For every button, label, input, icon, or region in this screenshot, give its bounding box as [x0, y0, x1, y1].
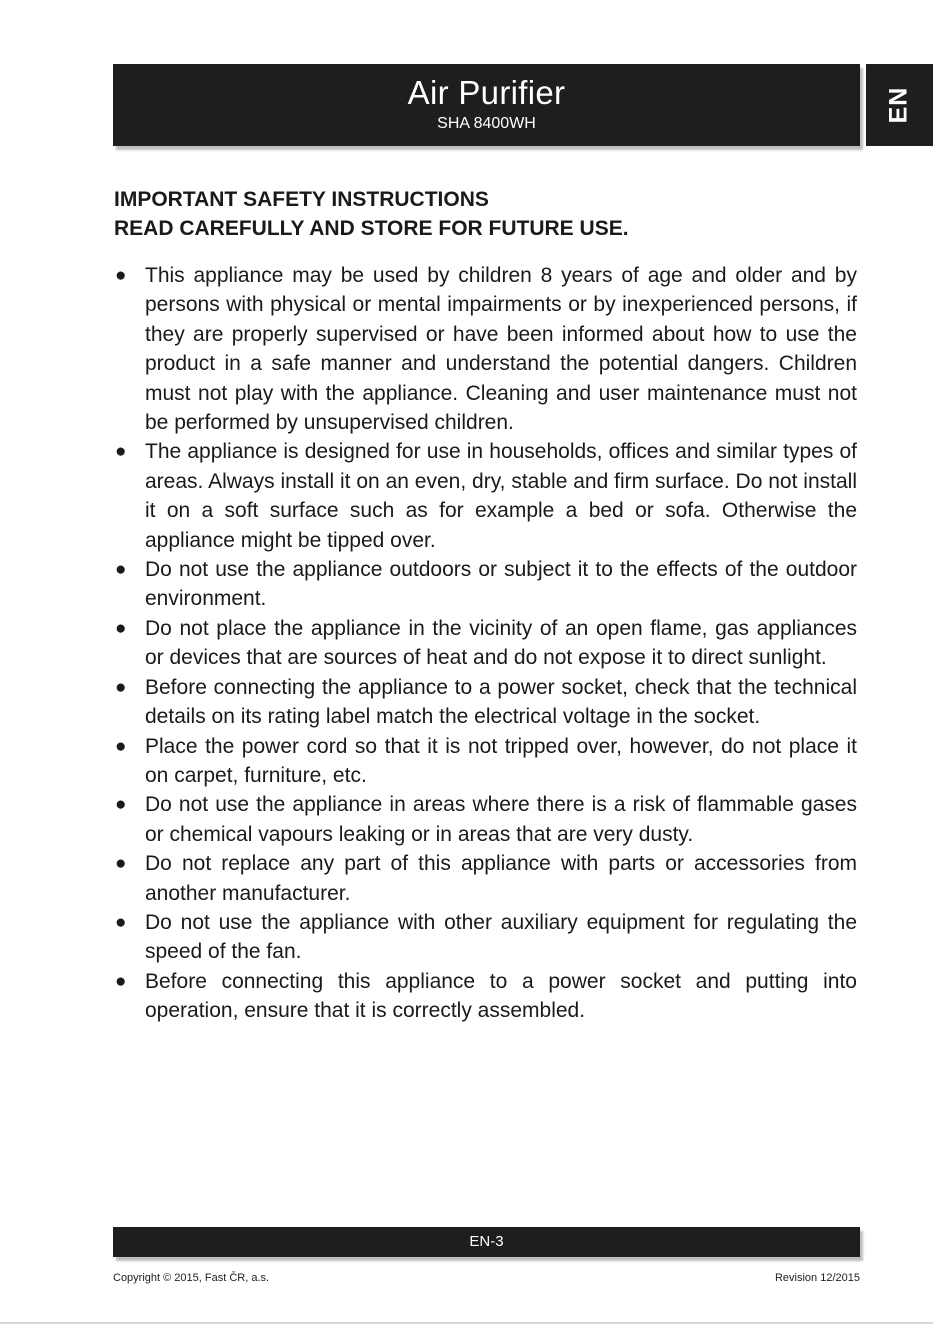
instruction-list: [113, 261, 857, 1026]
list-item: [113, 261, 857, 437]
list-item: [113, 673, 857, 732]
bullet-icon: ●: [115, 911, 127, 933]
bullet-icon: ●: [115, 853, 127, 875]
list-item: [113, 437, 857, 555]
list-item: [113, 967, 857, 1026]
bullet-icon: ●: [115, 970, 127, 992]
list-item: [113, 732, 857, 791]
list-item: [113, 614, 857, 673]
list-item: [113, 908, 857, 967]
document-title: Air Purifier: [407, 74, 566, 111]
section-heading: [114, 185, 860, 243]
page-number-bar: [113, 1227, 860, 1257]
bullet-icon: ●: [115, 559, 127, 581]
language-tab: [866, 64, 933, 146]
bullet-icon: ●: [115, 265, 127, 286]
instruction-text: This appliance may be used by children 8 years of age and older and by persons with physical or mental impairments or by inexperienced persons, if they are properly supervised or have been informed about how to use the product in a safe manner and understand the potential dangers. Children must not play with the appliance. Cleaning and user maintenance must not be performed by unsupervised children.: [145, 264, 857, 435]
instruction-text: Do not place the appliance in the vicinity of an open flame, gas appliances or devices that are sources of heat and do not expose it to direct sunlight.: [145, 616, 857, 670]
heading-line-2: READ CAREFULLY AND STORE FOR FUTURE USE.: [114, 217, 629, 240]
model-number: SHA 8400WH: [437, 115, 536, 132]
list-item: [113, 849, 857, 908]
title-bar: [113, 64, 860, 146]
instruction-text: The appliance is designed for use in households, offices and similar types of areas. Always install it on an even, dry, stable and firm surface. Do not install it on a soft surface such as for example a bed or sofa. Otherwise the appliance might be tipped over.: [145, 440, 857, 552]
instruction-text: Do not use the appliance in areas where there is a risk of flammable gases or chemical vapours leaking or in areas that are very dusty.: [145, 793, 857, 846]
bullet-icon: ●: [115, 617, 127, 639]
bullet-icon: ●: [115, 676, 127, 698]
instruction-text: Do not use the appliance outdoors or subject it to the effects of the outdoor environment.: [145, 558, 857, 611]
instruction-text: Before connecting the appliance to a power socket, check that the technical details on its rating label match the electrical voltage in the socket.: [145, 675, 857, 729]
instruction-text: Place the power cord so that it is not tripped over, however, do not place it on carpet, furniture, etc.: [145, 734, 857, 787]
instruction-text: Do not replace any part of this appliance with parts or accessories from another manufacturer.: [145, 852, 857, 905]
list-item: [113, 555, 857, 614]
revision-text: Revision 12/2015: [774, 1272, 860, 1284]
bullet-icon: ●: [115, 441, 127, 463]
instruction-text: Before connecting this appliance to a power socket and putting into operation, ensure that it is correctly assembled.: [145, 969, 857, 1023]
page-number: EN-3: [469, 1233, 504, 1250]
bullet-icon: ●: [115, 794, 127, 816]
heading-line-1: IMPORTANT SAFETY INSTRUCTIONS: [114, 188, 489, 211]
bullet-icon: ●: [115, 735, 127, 757]
language-label: EN: [884, 86, 913, 124]
instruction-text: Do not use the appliance with other auxiliary equipment for regulating the speed of the fan.: [145, 910, 857, 964]
list-item: [113, 790, 857, 849]
copyright-text: Copyright © 2015, Fast ČR, a.s.: [113, 1272, 270, 1284]
